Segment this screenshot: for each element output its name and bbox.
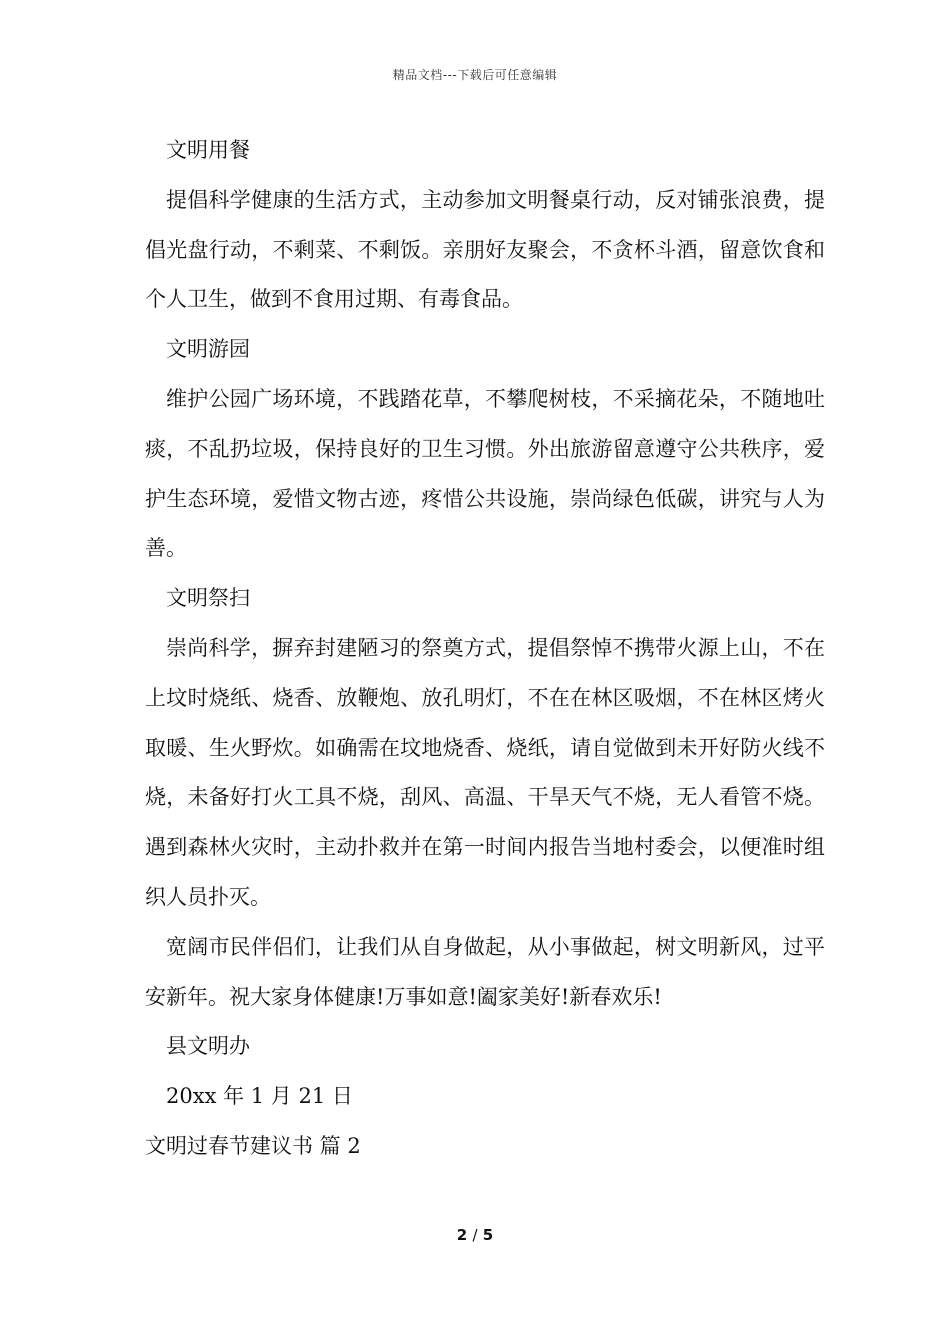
paragraph-dining: 提倡科学健康的生活方式，主动参加文明餐桌行动，反对铺张浪费，提倡光盘行动，不剩菜、不剩饭。亲朋好友聚会，不贪杯斗酒，留意饮食和个人卫生，做到不食用过期、有毒食品。 [145, 187, 825, 312]
paragraph-tomb-sweeping: 崇尚科学，摒弃封建陋习的祭奠方式，提倡祭悼不携带火源上山，不在上坟时烧纸、烧香、放鞭炮、放孔明灯，不在在林区吸烟，不在林区烤火取暖、生火野炊。如确需在坟地烧香、烧纸，请自觉做到未开好防火线不烧，未备好打火工具不烧，刮风、高温、干旱天气不烧，无人看管不烧。遇到森林火灾时，主动扑救并在第一时间内报告当地村委会，以便准时组织人员扑灭。 [145, 635, 825, 909]
signature-office: 县文明办 [166, 1034, 250, 1059]
page-header: 精品文档---下载后可任意编辑 [392, 68, 558, 82]
heading-civilized-tomb-sweeping: 文明祭扫 [166, 586, 250, 611]
page-separator: / [472, 1226, 478, 1244]
paragraph-park-visit: 维护公园广场环境，不践踏花草，不攀爬树枝，不采摘花朵，不随地吐痰，不乱扔垃圾，保持良好的卫生习惯。外出旅游留意遵守公共秩序，爱护生态环境，爱惜文物古迹，疼惜公共设施，崇尚绿色低碳，讲究与人为善。 [145, 386, 825, 561]
section-title: 文明过春节建议书 篇 2 [145, 1133, 361, 1158]
heading-civilized-park-visit: 文明游园 [166, 337, 250, 362]
heading-civilized-dining: 文明用餐 [166, 138, 250, 162]
page-total: 5 [482, 1226, 494, 1244]
page-current: 2 [456, 1226, 468, 1244]
page-number [0, 1226, 950, 1244]
signature-date: 20xx 年 1 月 21 日 [166, 1084, 353, 1109]
document-body [145, 126, 825, 1172]
paragraph-closing: 宽阔市民伴侣们，让我们从自身做起，从小事做起，树文明新风，过平安新年。祝大家身体健康!万事如意!阖家美好!新春欢乐! [145, 934, 825, 1009]
